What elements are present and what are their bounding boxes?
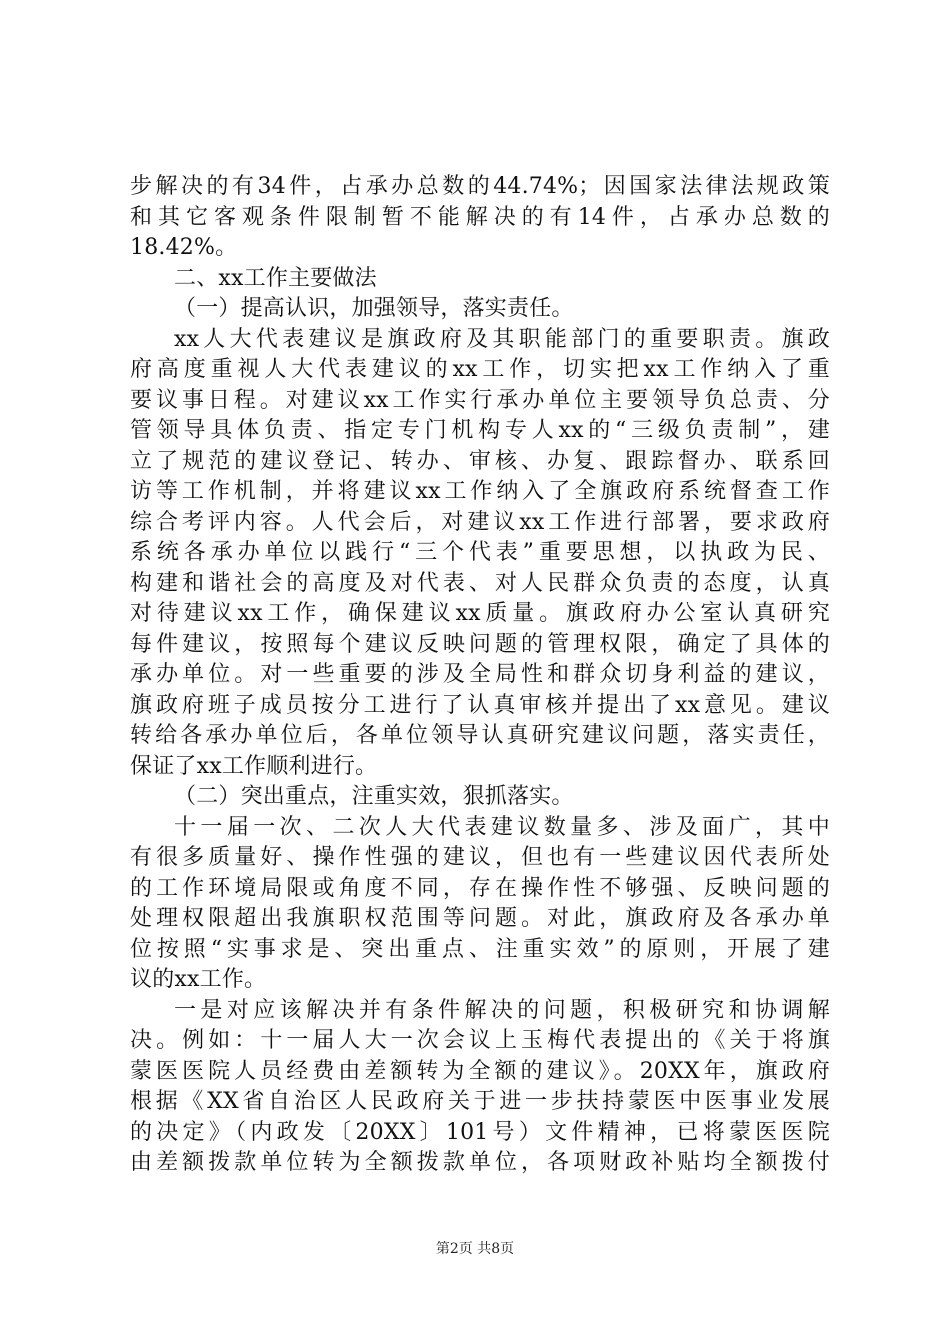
page-footer: 第2页 共8页 [435, 1241, 515, 1257]
text-line: 承办单位。对一些重要的涉及全局性和群众切身利益的建议， [130, 662, 830, 687]
text-line: 蒙医医院人员经费由差额转为全额的建议》。20XX年，旗政府 [130, 1058, 830, 1084]
text-line: 转给各承办单位后，各单位领导认真研究建议问题，落实责任， [130, 723, 830, 748]
text-line: 议的xx工作。 [130, 967, 267, 992]
text-line: 访等工作机制，并将建议xx工作纳入了全旗政府系统督查工作 [130, 479, 830, 504]
text-line: 府高度重视人大代表建议的xx工作，切实把xx工作纳入了重 [130, 357, 830, 382]
text-line: 一是对应该解决并有条件解决的问题，积极研究和协调解 [174, 997, 830, 1023]
text-line: 位按照“实事求是、突出重点、注重实效”的原则，开展了建 [130, 936, 830, 962]
text-line: （一）提高认识，加强领导，落实责任。 [174, 296, 574, 321]
text-line: 决。例如：十一届人大一次会议上玉梅代表提出的《关于将旗 [130, 1028, 830, 1053]
text-line: 18.42%。 [130, 235, 238, 260]
text-line: 根据《XX省自治区人民政府关于进一步扶持蒙医中医事业发展 [130, 1089, 830, 1114]
text-line: 十一届一次、二次人大代表建议数量多、涉及面广，其中 [174, 814, 830, 840]
text-line: 立了规范的建议登记、转办、审核、办复、跟踪督办、联系回 [130, 448, 830, 474]
text-line: 每件建议，按照每个建议反映问题的管理权限，确定了具体的 [130, 631, 830, 657]
text-line: 旗政府班子成员按分工进行了认真审核并提出了xx意见。建议 [130, 692, 830, 718]
text-line: 构建和谐社会的高度及对代表、对人民群众负责的态度，认真 [130, 570, 830, 596]
text-line: xx人大代表建议是旗政府及其职能部门的重要职责。旗政 [174, 326, 830, 352]
text-line: 步解决的有34件，占承办总数的44.74%；因国家法律法规政策 [130, 174, 830, 199]
text-line: （二）突出重点，注重实效，狠抓落实。 [174, 784, 574, 809]
text-line: 管领导具体负责、指定专门机构专人xx的“三级负责制”，建 [130, 418, 830, 443]
text-line: 和其它客观条件限制暂不能解决的有14件，占承办总数的 [130, 204, 830, 230]
text-line: 保证了xx工作顺利进行。 [130, 753, 378, 779]
text-line: 的工作环境局限或角度不同，存在操作性不够强、反映问题的 [130, 875, 830, 901]
text-line: 系统各承办单位以践行“三个代表”重要思想，以执政为民、 [130, 540, 830, 565]
text-line: 二、xx工作主要做法 [174, 265, 377, 291]
text-line: 处理权限超出我旗职权范围等问题。对此，旗政府及各承办单 [130, 906, 830, 931]
text-line: 有很多质量好、操作性强的建议，但也有一些建议因代表所处 [130, 845, 830, 870]
text-line: 由差额拨款单位转为全额拨款单位，各项财政补贴均全额拨付 [130, 1150, 830, 1175]
text-line: 的决定》（内政发〔20XX〕101号）文件精神，已将蒙医医院 [130, 1119, 830, 1145]
text-line: 对待建议xx工作，确保建议xx质量。旗政府办公室认真研究 [130, 601, 830, 626]
text-line: 要议事日程。对建议xx工作实行承办单位主要领导负总责、分 [130, 387, 830, 413]
document-body [130, 172, 830, 1179]
text-line: 综合考评内容。人代会后，对建议xx工作进行部署，要求政府 [130, 509, 830, 535]
